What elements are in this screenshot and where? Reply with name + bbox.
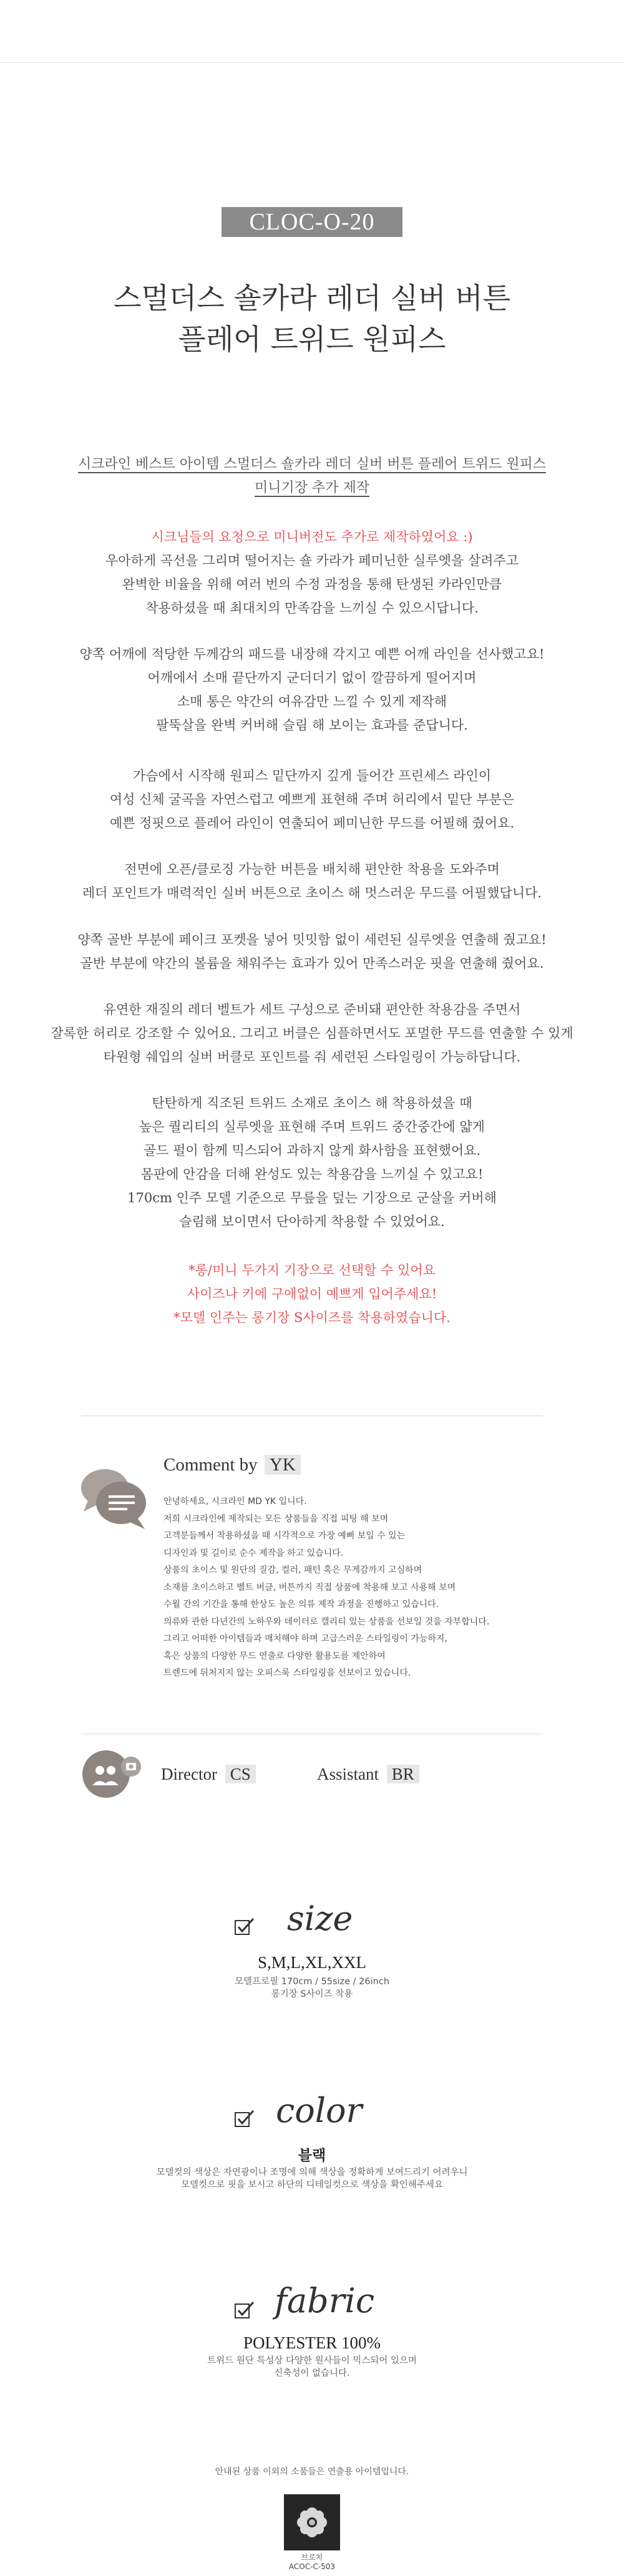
- fabric-heading: fabric: [275, 2281, 375, 2320]
- color-note: 모델컷으로 핏을 보시고 하단의 디테일컷으로 색상을 확인해주세요: [181, 2180, 443, 2190]
- text-line: 예쁜 정핏으로 플레어 라인이 연출되어 페미닌한 무드를 어필해 줬어요.: [109, 816, 515, 831]
- description-paragraph-1: [0, 549, 624, 620]
- description-paragraph-7: [0, 1091, 624, 1233]
- brooch-name: 브로치: [301, 2553, 323, 2562]
- text-line: 높은 퀄리티의 실루엣을 표현해 주며 트위드 중간중간에 얇게: [139, 1119, 485, 1134]
- text-line: 170cm 인주 모델 기준으로 무릎을 덮는 기장으로 군살을 커버해: [127, 1190, 497, 1205]
- checkbox-icon: [235, 2110, 255, 2128]
- size-heading: size: [287, 1899, 353, 1938]
- product-subtitle: [0, 453, 624, 500]
- text-line: 착용하셨을 때 최대치의 만족감을 느끼실 수 있으시답니다.: [145, 601, 479, 615]
- comment-line: 상품의 초이스 및 원단의 질감, 컬러, 패턴 혹은 무게감까지 고심하며: [163, 1565, 422, 1575]
- text-line: 소매 통은 약간의 여유감만 느낄 수 있게 제작해: [177, 694, 447, 709]
- description-paragraph-2: [0, 642, 624, 737]
- comment-heading: [163, 1455, 301, 1475]
- text-line: 슬림해 보이면서 단아하게 착용할 수 있었어요.: [179, 1214, 445, 1229]
- comment-line: 저희 시크라인에 제작되는 모든 상품들을 직접 피팅 해 보며: [163, 1513, 389, 1524]
- assistant-name: BR: [387, 1765, 419, 1783]
- fabric-note: 트위드 원단 특성상 다양한 원사들이 믹스되어 있으며: [207, 2356, 417, 2366]
- checkbox-icon: [235, 1918, 255, 1936]
- description-paragraph-5: [0, 928, 624, 975]
- fabric-value: POLYESTER 100%: [243, 2333, 381, 2352]
- note-line: 사이즈나 키에 구애없이 예쁘게 입어주세요!: [187, 1286, 437, 1301]
- product-code-badge: CLOC-O-20: [222, 207, 402, 237]
- text-line: 잘록한 허리로 강조할 수 있어요. 그리고 버클은 심플하면서도 포멀한 무드를 연출할 수 있게: [51, 1026, 573, 1041]
- checkbox-icon: [235, 2301, 255, 2320]
- assistant-credit: [317, 1765, 419, 1784]
- text-line: 양쪽 어깨에 적당한 두께감의 패드를 내장해 각지고 예쁜 어깨 라인을 선사했고요!: [79, 647, 545, 662]
- assistant-label: Assistant: [317, 1765, 379, 1783]
- text-line: 몸판에 안감을 더해 완성도 있는 착용감을 느끼실 수 있고요!: [140, 1167, 484, 1182]
- size-notes: [0, 1975, 624, 2000]
- comment-line: 수월 간의 기간을 통해 한상도 높은 의류 제작 과정을 진행하고 있습니다.: [163, 1599, 439, 1609]
- text-line: 우아하게 곡선을 그리며 떨어지는 숄 카라가 페미닌한 실루엣을 살려주고: [105, 553, 519, 568]
- text-line: 양쪽 골반 부분에 페이크 포켓을 넣어 밋밋함 없이 세련된 실루엣을 연출해 줬고요!: [77, 932, 547, 947]
- director-credit: [161, 1765, 256, 1784]
- intro-note: 시크님들의 요청으로 미니버전도 추가로 제작하였어요 :): [151, 529, 473, 544]
- text-line: 골반 부분에 약간의 볼륨을 채워주는 효과가 있어 만족스러운 핏을 연출해 줬어요.: [80, 956, 544, 971]
- fabric-note: 신축성이 없습니다.: [274, 2368, 350, 2378]
- comment-line: 혹은 상품의 다양한 무드 연출로 다양한 활용도를 제안하여: [163, 1651, 386, 1661]
- size-value: S,M,L,XL,XXL: [258, 1953, 366, 1972]
- brooch-thumbnail: [284, 2494, 340, 2550]
- text-line: 골드 펄이 함께 믹스되어 과하지 않게 화사함을 표현했어요.: [143, 1143, 481, 1158]
- brooch-image: [284, 2494, 340, 2550]
- fabric-notes: [0, 2355, 624, 2380]
- comment-line: 소재를 초이스하고 벨트 버클, 버튼까지 직접 상품에 착용해 보고 사용해 보며: [163, 1582, 456, 1593]
- color-heading: color: [276, 2091, 363, 2130]
- director-name: CS: [225, 1765, 256, 1783]
- comment-body: [163, 1493, 563, 1682]
- text-line: 탄탄하게 직조된 트위드 소재로 초이스 해 착용하셨을 때: [152, 1096, 472, 1111]
- comment-line: 디자인과 및 길이로 순수 제작을 하고 있습니다.: [163, 1548, 344, 1558]
- comment-line: 고객분들께서 착용하셨을 때 시각적으로 가장 예뻐 보일 수 있는: [163, 1531, 406, 1541]
- chat-bubbles-icon: [80, 1467, 149, 1532]
- text-line: 여성 신체 굴곡을 자연스럽고 예쁘게 표현해 주며 허리에서 밑단 부분은: [109, 792, 515, 807]
- size-note: 롱기장 S사이즈 착용: [271, 1989, 353, 1999]
- color-notes: [0, 2166, 624, 2191]
- size-note: 모델프로필 170cm / 55size / 26inch: [234, 1977, 390, 1987]
- text-line: 전면에 오픈/클로징 가능한 버튼을 배치해 편안한 착용을 도와주며: [124, 862, 500, 877]
- description-paragraph-6: [0, 998, 624, 1069]
- description-paragraph-3: [0, 764, 624, 835]
- comment-line: 트렌드에 뒤처지지 않는 오피스룩 스타일링을 선보이고 있습니다.: [163, 1668, 411, 1678]
- subtitle-line-1: 시크라인 베스트 아이템 스멀더스 숄카라 레더 실버 버튼 플레어 트위드 원피스: [78, 456, 546, 472]
- text-line: 유연한 재질의 레더 벨트가 세트 구성으로 준비돼 편안한 착용감을 주면서: [103, 1002, 521, 1017]
- text-line: 가슴에서 시작해 원피스 밑단까지 깊게 들어간 프린세스 라인이: [132, 768, 492, 783]
- color-note: 모델컷의 색상은 자연광이나 조명에 의해 색상을 정확하게 보여드리기 어려우니: [156, 2168, 468, 2178]
- brooch-caption: [0, 2553, 624, 2572]
- comment-line: 의류와 관한 다년간의 노하우와 데이터로 캘리티 있는 상품을 선보일 것을 자부합니다.: [163, 1616, 490, 1627]
- staff-icon: [81, 1749, 142, 1799]
- comment-label: Comment by: [163, 1455, 258, 1475]
- footer-note: 안내된 상품 이외의 소품들은 연출용 아이템입니다.: [215, 2467, 409, 2477]
- comment-author: YK: [265, 1455, 301, 1475]
- text-line: 레더 포인트가 매력적인 실버 버튼으로 초이스 해 멋스러운 무드를 어필했답니다.: [82, 885, 542, 900]
- description-paragraph-4: [0, 857, 624, 905]
- color-value: 블랙: [298, 2148, 326, 2164]
- text-line: 어깨에서 소매 끝단까지 군더더기 없이 깔끔하게 떨어지며: [147, 670, 477, 685]
- notes-red: [0, 1258, 624, 1329]
- comment-line: 그리고 어떠한 아이템들과 매치해야 하며 고급스러운 스타일링이 가능하지,: [163, 1634, 447, 1644]
- product-title-line-1: 스멀더스 숄카라 레더 실버 버튼: [113, 281, 511, 315]
- text-line: 타원형 쉐입의 실버 버클로 포인트를 줘 세련된 스타일링이 가능하답니다.: [103, 1049, 521, 1064]
- top-bar: [0, 0, 624, 63]
- text-line: 팔뚝살을 완벽 커버해 슬림 해 보이는 효과를 준답니다.: [156, 718, 468, 733]
- note-line: *모델 인주는 롱기장 S사이즈를 착용하였습니다.: [173, 1310, 451, 1325]
- product-title: [0, 277, 624, 360]
- subtitle-line-2: 미니기장 추가 제작: [254, 480, 369, 496]
- director-label: Director: [161, 1765, 217, 1783]
- note-line: *롱/미니 두가지 기장으로 선택할 수 있어요: [188, 1263, 436, 1278]
- product-title-line-2: 플레어 트위드 원피스: [178, 322, 446, 356]
- brooch-code: ACOC-C-503: [288, 2562, 336, 2571]
- comment-line: 안녕하세요, 시크라인 MD YK 입니다.: [163, 1497, 307, 1507]
- text-line: 완벽한 비율을 위해 여러 번의 수정 과정을 통해 탄생된 카라인만큼: [122, 577, 502, 592]
